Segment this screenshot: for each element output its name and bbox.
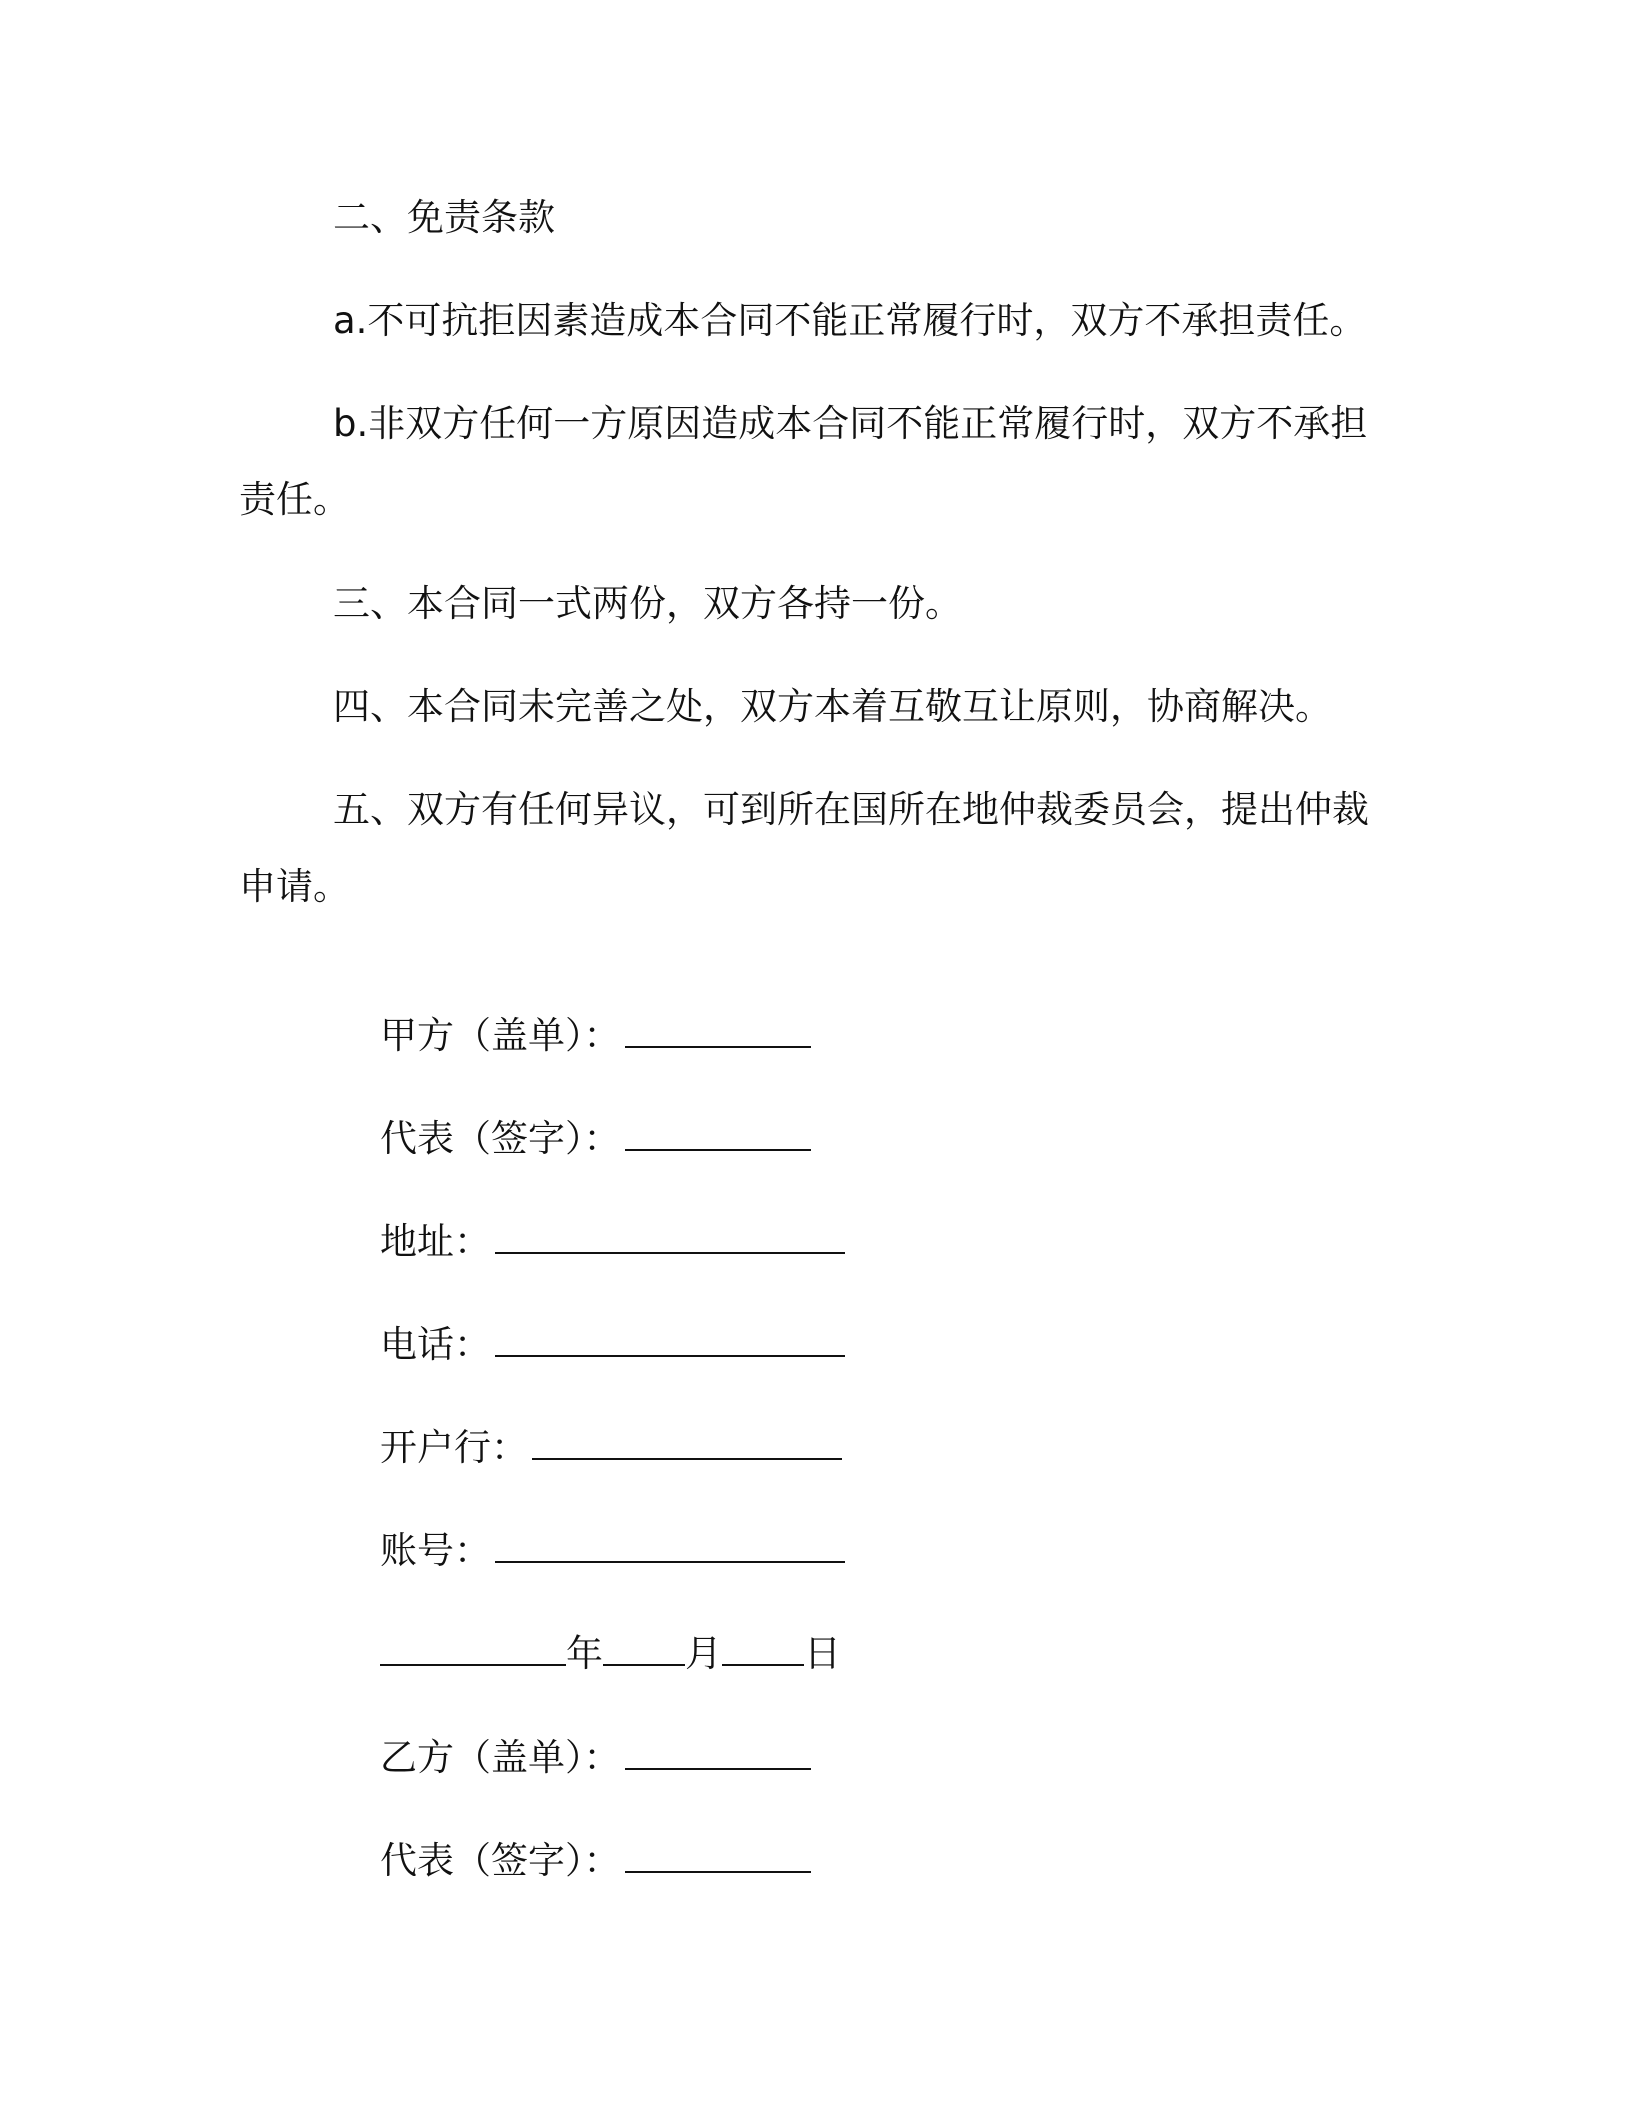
party-a-address-blank bbox=[495, 1218, 845, 1254]
party-a-seal-blank bbox=[625, 1012, 811, 1048]
section-2-heading: 二、免责条款 bbox=[333, 196, 555, 239]
month-label: 月 bbox=[685, 1632, 723, 1675]
party-a-bank-label: 开户行： bbox=[380, 1426, 529, 1469]
party-b-seal-label: 乙方（盖单）： bbox=[380, 1736, 621, 1779]
party-a-rep-label: 代表（签字）： bbox=[380, 1117, 621, 1160]
party-a-account-label: 账号： bbox=[380, 1529, 492, 1572]
party-a-phone-label: 电话： bbox=[380, 1323, 492, 1366]
section-5-line-2: 申请。 bbox=[239, 865, 350, 908]
party-a-address-label: 地址： bbox=[380, 1220, 492, 1263]
section-5-line-1: 五、双方有任何异议，可到所在国所在地仲裁委员会，提出仲裁 bbox=[333, 788, 1369, 831]
party-a-rep-blank bbox=[625, 1115, 811, 1151]
month-blank bbox=[603, 1630, 685, 1666]
party-b-rep-label: 代表（签字）： bbox=[380, 1839, 621, 1882]
year-label: 年 bbox=[566, 1632, 604, 1675]
day-blank bbox=[722, 1630, 804, 1666]
party-a-bank-blank bbox=[532, 1424, 842, 1460]
clause-a: a.不可抗拒因素造成本合同不能正常履行时，双方不承担责任。 bbox=[333, 299, 1367, 342]
clause-b-line-2: 责任。 bbox=[239, 478, 350, 521]
party-a-account-blank bbox=[495, 1527, 845, 1563]
section-4: 四、本合同未完善之处，双方本着互敬互让原则，协商解决。 bbox=[333, 685, 1332, 728]
party-a-seal-label: 甲方（盖单）： bbox=[380, 1014, 621, 1057]
party-b-seal-blank bbox=[625, 1734, 811, 1770]
section-3: 三、本合同一式两份，双方各持一份。 bbox=[333, 582, 962, 625]
party-b-rep-row bbox=[333, 1793, 811, 1927]
year-blank bbox=[380, 1630, 566, 1666]
clause-b-line-1: b.非双方任何一方原因造成本合同不能正常履行时，双方不承担 bbox=[333, 402, 1368, 445]
day-label: 日 bbox=[804, 1632, 842, 1675]
party-b-rep-blank bbox=[625, 1837, 811, 1873]
party-a-phone-blank bbox=[495, 1321, 845, 1357]
